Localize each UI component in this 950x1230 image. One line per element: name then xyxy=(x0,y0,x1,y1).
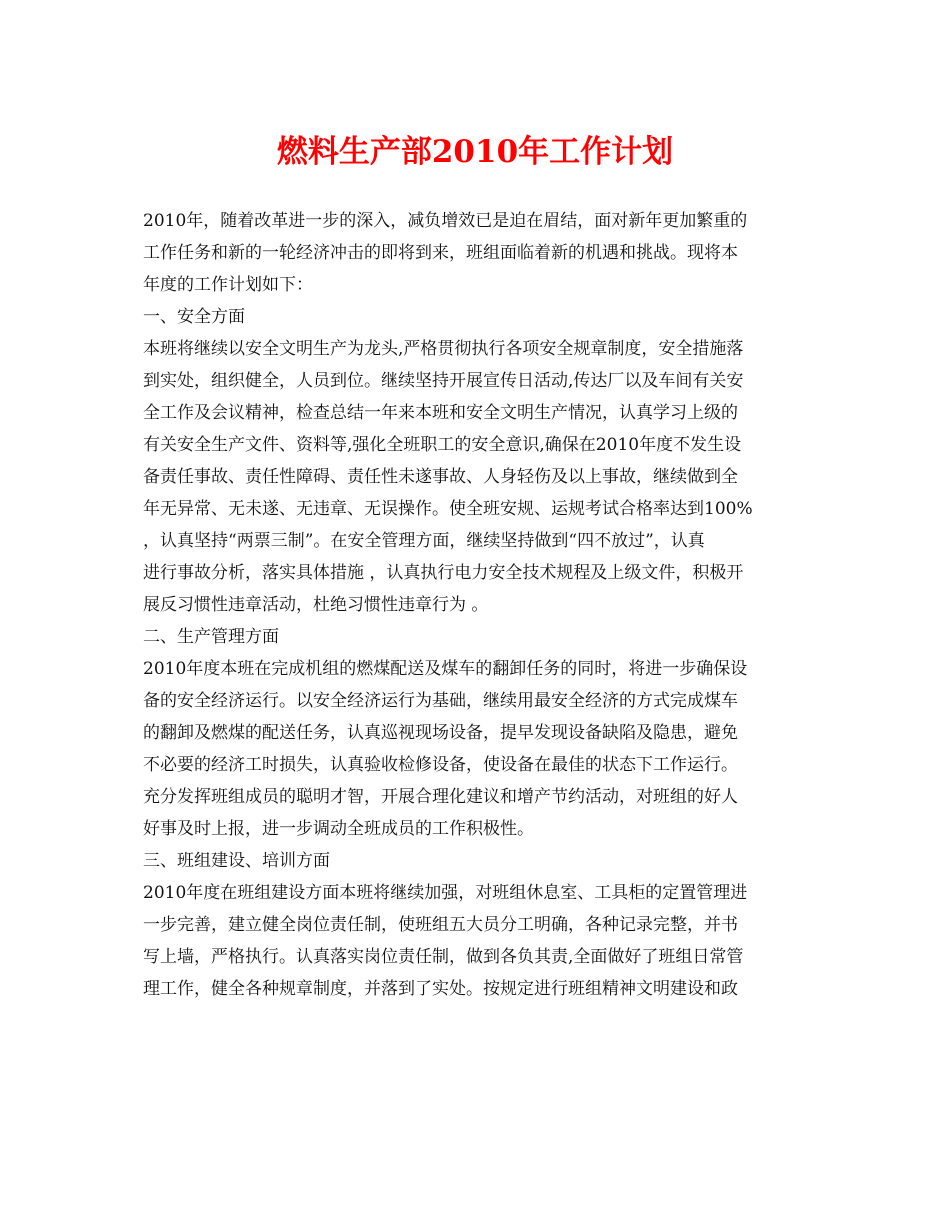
text-line: 2010年度在班组建设方面本班将继续加强，对班组休息室、工具柜的定置管理进 xyxy=(143,883,748,903)
text-line: 2010年度本班在完成机组的燃煤配送及煤车的翻卸任务的同时，将进一步确保设 xyxy=(143,659,748,679)
text-line: 一、安全方面 xyxy=(143,307,245,327)
text-line: 二、生产管理方面 xyxy=(143,627,279,647)
text-line: 进行事故分析，落实具体措施 ，认真执行电力安全技术规程及上级文件，积极开 xyxy=(143,563,744,583)
text-line: 不必要的经济工时损失，认真验收检修设备，使设备在最佳的状态下工作运行。 xyxy=(143,755,738,775)
document-body xyxy=(143,205,813,1005)
text-line: 展反习惯性违章活动，杜绝习惯性违章行为 。 xyxy=(143,595,489,615)
text-line: 一步完善，建立健全岗位责任制，使班组五大员分工明确，各种记录完整，并书 xyxy=(143,915,738,935)
text-line: 年无异常、无未遂、无违章、无误操作。使全班安规、运规考试合格率达到100% xyxy=(143,499,753,519)
text-line: 三、班组建设、培训方面 xyxy=(143,851,330,871)
text-line: 理工作，健全各种规章制度，并落到了实处。按规定进行班组精神文明建设和政 xyxy=(143,979,738,999)
text-line: 工作任务和新的一轮经济冲击的即将到来，班组面临着新的机遇和挑战。现将本 xyxy=(143,243,738,263)
text-line: 备的安全经济运行。以安全经济运行为基础，继续用最安全经济的方式完成煤车 xyxy=(143,691,738,711)
text-line: 本班将继续以安全文明生产为龙头,严格贯彻执行各项安全规章制度，安全措施落 xyxy=(143,339,744,359)
text-line: 写上墙，严格执行。认真落实岗位责任制，做到各负其责,全面做好了班组日常管 xyxy=(143,947,744,967)
text-line: 充分发挥班组成员的聪明才智，开展合理化建议和增产节约活动，对班组的好人 xyxy=(143,787,738,807)
text-line: 有关安全生产文件、资料等,强化全班职工的安全意识,确保在2010年度不发生设 xyxy=(143,435,742,455)
text-line: 2010年，随着改革进一步的深入，减负增效已是迫在眉结，面对新年更加繁重的 xyxy=(143,211,748,231)
text-line: 的翻卸及燃煤的配送任务，认真巡视现场设备，提早发现设备缺陷及隐患，避免 xyxy=(143,723,738,743)
text-line: 到实处，组织健全，人员到位。继续坚持开展宣传日活动,传达厂以及车间有关安 xyxy=(143,371,744,391)
text-line: 全工作及会议精神，检查总结一年来本班和安全文明生产情况，认真学习上级的 xyxy=(143,403,738,423)
text-line: 备责任事故、责任性障碍、责任性未遂事故、人身轻伤及以上事故，继续做到全 xyxy=(143,467,738,487)
text-line: 年度的工作计划如下： xyxy=(143,275,313,295)
text-line: 好事及时上报，进一步调动全班成员的工作积极性。 xyxy=(143,819,534,839)
text-line: ，认真坚持“两票三制”。在安全管理方面，继续坚持做到“四不放过”，认真 xyxy=(143,531,705,551)
document-title: 燃料生产部2010年工作计划 xyxy=(276,134,674,170)
